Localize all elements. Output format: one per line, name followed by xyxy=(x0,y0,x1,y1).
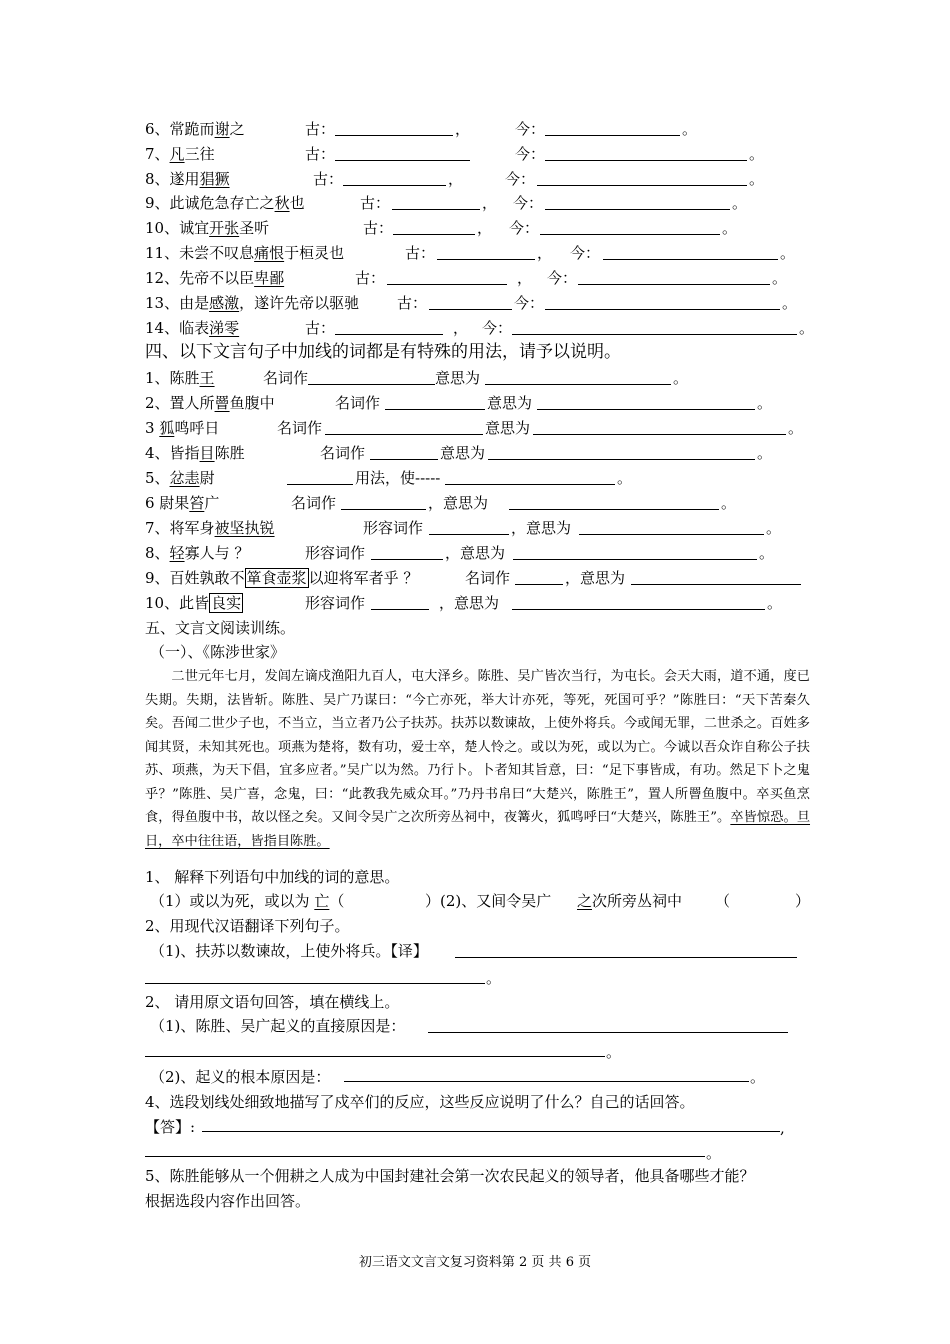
answer-line[interactable] xyxy=(145,983,485,984)
comma: , xyxy=(780,1119,785,1137)
section5-subheading: （一）、《陈涉世家》 xyxy=(150,643,286,661)
passage-main: 二世元年七月，发闾左谪戍渔阳九百人，屯大泽乡。陈胜、吴广皆次当行，为屯长。会天大雨，道不通，度已失期。失期，法皆斩。陈胜、吴广乃谋曰：“今亡亦死，举大计亦死，等死，死国可乎？”陈胜曰：“天下苦秦久矣。吾闻二世少子也，不当立，当立者乃公子扶苏。扶苏以数谏故，上使外将兵。今或闻无罪，二世杀之。百姓多闻其贤，未知其死也。项燕为楚将，数有功，爱士卒，楚人怜之。或以为死，或以为亡。今诚以吾众诈自称公子扶苏、项燕，为天下倡，宜多应者。”吴广以为然。乃行卜。卜者知其旨意，曰：“足下事皆成，有功。然足下卜之鬼乎？”陈胜、吴广喜，念鬼，曰：“此教我先威众耳。”乃丹书帛曰“大楚兴，陈胜王”，置人所罾鱼腹中。卒买鱼烹食，得鱼腹中书，故以怪之矣。又间令吴广之次所旁丛祠中，夜篝火，狐鸣呼曰“大楚兴，陈胜王”。 xyxy=(145,669,810,825)
s4-item-2: 2、置人所罾鱼腹中 名词作 意思为 。 xyxy=(145,391,275,415)
passage-underlined: 卒皆惊恐。旦日，卒中往往语，皆指目陈胜。 xyxy=(145,810,811,849)
period: 。 xyxy=(706,1144,722,1162)
s4-item-6: 6 尉果笞广 名词作 ，意思为 。 xyxy=(145,491,219,515)
s3-item-9: 9、此诚危急存亡之秋也 古： ， 今： 。 xyxy=(145,191,305,215)
s4-item-5: 5、忿恚尉 用法，使----- 。 xyxy=(145,466,215,490)
s3-item-14: 14、临表涕零 古： ， 今： 。 xyxy=(145,316,239,340)
q3b: （2)、起义的根本原因是： xyxy=(150,1068,331,1086)
s4-item-10: 10、此皆 良实 形容词作 ，意思为 。 xyxy=(145,591,243,615)
period: 。 xyxy=(750,1068,766,1086)
s3-item-7: 7、凡三往 古： 今： 。 xyxy=(145,142,215,166)
answer-line[interactable] xyxy=(145,1156,705,1157)
s4-item-7: 7、将军身被坚执锐 形容词作 ，意思为 。 xyxy=(145,516,275,540)
q3: 2、 请用原文语句回答，填在横线上。 xyxy=(145,993,400,1011)
q4: 4、选段划线处细致地描写了戍卒们的反应，这些反应说明了什么？自己的话回答。 xyxy=(145,1093,695,1111)
s3-item-6: 6、常跪而谢之 古： ， 今： 。 xyxy=(145,117,245,141)
q4-answer-label: 【答】: xyxy=(145,1118,196,1136)
q5-line1: 5、陈胜能够从一个佣耕之人成为中国封建社会第一次农民起义的领导者，他具备哪些才能？ xyxy=(145,1167,755,1185)
period: 。 xyxy=(486,969,502,987)
s4-item-3: 3 狐鸣呼日 名词作 意思为 。 xyxy=(145,416,219,440)
s3-item-11: 11、未尝不叹息痛恨于桓灵也 古： ， 今： 。 xyxy=(145,241,344,265)
answer-line[interactable] xyxy=(145,1056,605,1057)
answer-line[interactable] xyxy=(455,957,797,958)
q3a: （1)、陈胜、吴广起义的直接原因是： xyxy=(150,1017,406,1035)
section5-heading: 五、文言文阅读训练。 xyxy=(145,619,296,637)
s4-item-9: 9、百姓孰敢不 箪食壶浆 以迎将军者乎 ？ 名词作 ，意思为 xyxy=(145,566,418,590)
s3-item-10: 10、诚宜开张圣听 古： ， 今： 。 xyxy=(145,216,269,240)
q1: 1、 解释下列语句中加线的词的意思。 xyxy=(145,868,400,886)
period: 。 xyxy=(606,1043,622,1061)
s4-item-8: 8、轻寡人与 ？ 形容词作 ，意思为 。 xyxy=(145,541,249,565)
q2a: （1)、扶苏以数谏故，上使外将兵。【译】 xyxy=(150,942,428,960)
section4-heading: 四、以下文言句子中加线的词都是有特殊的用法，请予以说明。 xyxy=(145,342,621,362)
q5-line2: 根据选段内容作出回答。 xyxy=(145,1192,311,1210)
s3-item-12: 12、先帝不以臣卑鄙 古： ， 今： 。 xyxy=(145,266,284,290)
s4-item-4: 4、皆指目陈胜 名词作 意思为 。 xyxy=(145,441,245,465)
s4-item-1: 1、陈胜王 名词作 意思为 。 xyxy=(145,366,215,390)
s3-item-8: 8、遂用猖獗 古： ， 今： 。 xyxy=(145,167,230,191)
s3-item-13: 13、由是感激，遂许先帝以驱驰 古： 今： 。 xyxy=(145,291,359,315)
q1-items: （1）或以为死，或以为 亡（ ）(2)、又间令吴广 之 次所旁丛祠中 （ ） xyxy=(150,892,811,910)
q2: 2、用现代汉语翻译下列句子。 xyxy=(145,917,350,935)
page-footer: 初三语文文言文复习资料第 2 页 共 6 页 xyxy=(358,1255,592,1270)
passage xyxy=(145,665,810,853)
answer-line[interactable] xyxy=(202,1131,780,1132)
answer-line[interactable] xyxy=(428,1032,788,1033)
answer-line[interactable] xyxy=(344,1081,749,1082)
